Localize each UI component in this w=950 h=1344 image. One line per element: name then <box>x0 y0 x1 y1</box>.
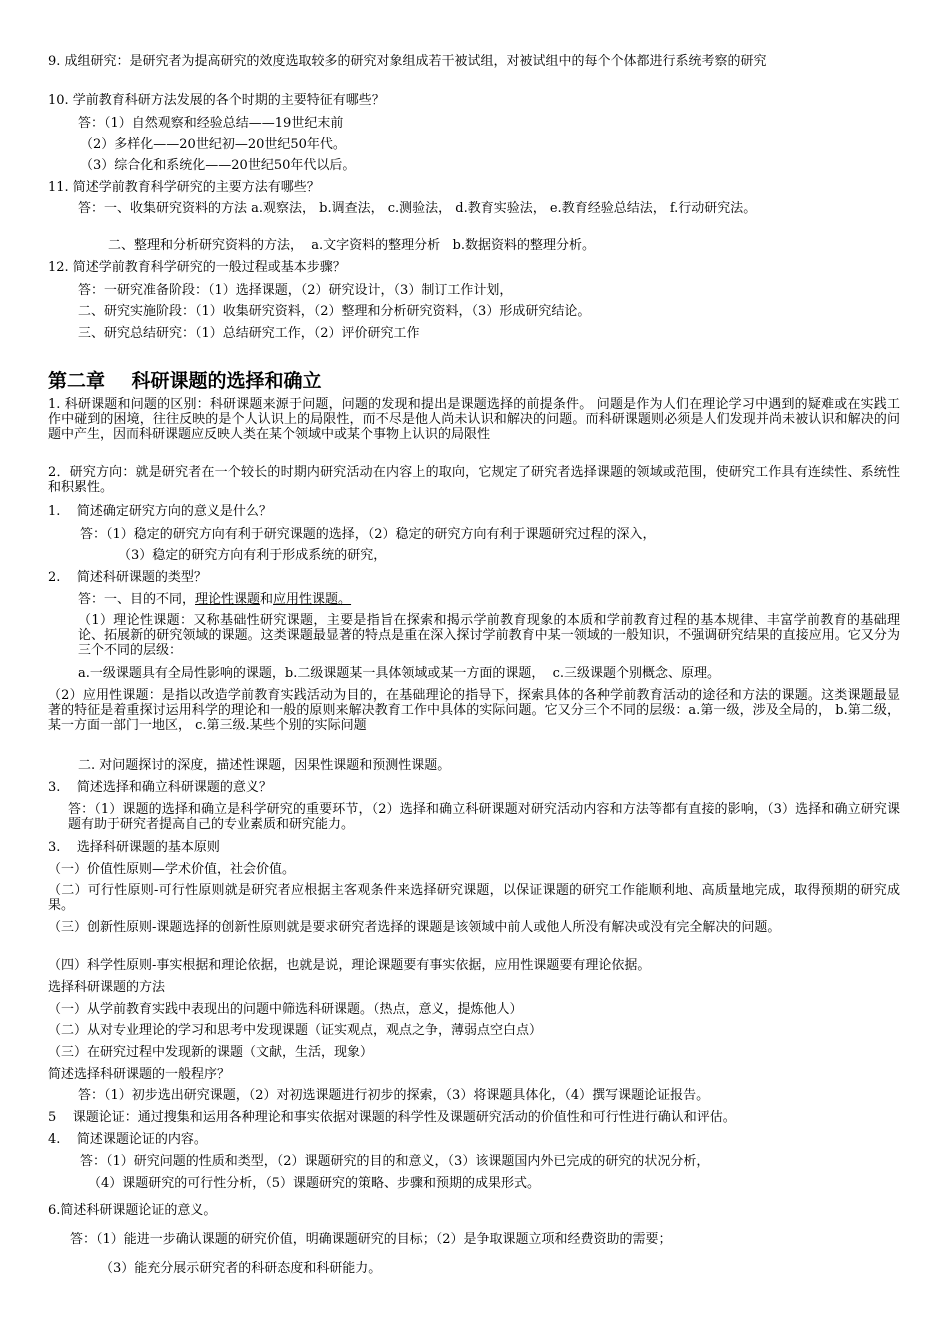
item-9: 9. 成组研究：是研究者为提高研究的效度选取较多的研究对象组成若干被试组，对被试组中的每个个体都进行系统考察的研究 <box>48 54 767 69</box>
section-3-answer-1: 答：（1）稳定的研究方向有利于研究课题的选择，（2）稳定的研究方向有利于课题研究过程的深入， <box>80 527 656 542</box>
depth-classification: 二. 对问题探讨的深度，描述性课题，因果性课题和预测性课题。 <box>78 758 451 773</box>
section-10-answer-1: 答：（1）研究问题的性质和类型，（2）课题研究的目的和意义，（3）该课题国内外已完成的研究的状况分析， <box>80 1154 710 1169</box>
item-10-answer-2: （2）多样化——20世纪初—20世纪50年代。 <box>80 137 346 152</box>
principle-innovation: （三）创新性原则-课题选择的创新性原则就是要求研究者选择的课题是该领域中前人或他人所没有解决或没有完全解决的问题。 <box>48 920 781 935</box>
principle-value: （一）价值性原则—学术价值，社会价值。 <box>48 862 296 877</box>
section-11-answer-2: （3）能充分展示研究者的科研态度和科研能力。 <box>100 1261 382 1276</box>
section-8-answer: 答：（1）初步选出研究课题，（2）对初选课题进行初步的探索，（3）将课题具体化，（4）撰写课题论证报告。 <box>78 1088 710 1103</box>
item-12-answer-3: 三、研究总结研究：（1）总结研究工作，（2）评价研究工作 <box>78 326 420 341</box>
item-12-question: 12. 简述学前教育科学研究的一般过程或基本步骤？ <box>48 260 346 275</box>
item-10-answer-1: 答：（1）自然观察和经验总结——19世纪末前 <box>78 116 344 131</box>
method-practice: （一）从学前教育实践中表现出的问题中筛选科研课题。（热点，意义，提炼他人） <box>48 1002 523 1017</box>
method-theory: （二）从对专业理论的学习和思考中发现课题（证实观点，观点之争，薄弱点空白点） <box>48 1023 543 1038</box>
section-11-question: 6.简述科研课题论证的意义。 <box>48 1203 217 1218</box>
item-10-question: 10. 学前教育科研方法发展的各个时期的主要特征有哪些？ <box>48 93 385 108</box>
item-11-answer-1: 答：一、收集研究资料的方法 a.观察法， b.调查法， c.测验法， d.教育实验法， e.教育经验总结法， f.行动研究法。 <box>78 201 757 216</box>
section-5-answer: 答：（1）课题的选择和确立是科学研究的重要环节，（2）选择和确立科研课题对研究活动内容和方法等都有直接的影响，（3）选择和确立研究课题有助于研究者提高自己的专业素质和研究能力。 <box>68 802 900 832</box>
section-5-question: 3. 简述选择和确立科研课题的意义？ <box>48 780 272 795</box>
section-10-answer-2: （4）课题研究的可行性分析，（5）课题研究的策略、步骤和预期的成果形式。 <box>88 1176 541 1191</box>
section-6-heading: 3. 选择科研课题的基本原则 <box>48 840 220 855</box>
theory-topic-text: （1）理论性课题：又称基础性研究课题，主要是指旨在探索和揭示学前教育现象的本质和学前教育过程的基本规律、丰富学前教育的基础理论、拓展新的研究领域的课题。这类课题最显著的特点是重在深入探讨学前教育中某一领域的一般知识，不强调研究结果的直接应用。它又分为三个不同的层级： <box>78 613 900 658</box>
answer-prefix: 答：一、目的不同， <box>78 592 196 607</box>
section-4-question: 2. 简述科研课题的类型？ <box>48 570 207 585</box>
item-11-question: 11. 简述学前教育科学研究的主要方法有哪些？ <box>48 180 320 195</box>
item-12-answer-2: 二、研究实施阶段：（1）收集研究资料，（2）整理和分析研究资料，（3）形成研究结论。 <box>78 304 591 319</box>
chapter-title: 第二章 科研课题的选择和确立 <box>48 370 322 392</box>
applied-topic-paragraph: （2）应用性课题：是指以改造学前教育实践活动为目的，在基础理论的指导下，探索具体的各种学前教育活动的途径和方法的课题。这类课题最显著的特征是着重探讨运用科学的理论和一般的原则来解决教育工作中具体的实际问题。它又分三个不同的层级：a.第一级，涉及全局的， b.第二级，某一方面一部门一地区， c.第三级.某些个别的实际问题 <box>48 688 900 733</box>
theory-topic-levels: a.一级课题具有全局性影响的课题，b.二级课题某一具体领域或某一方面的课题， c.三级课题个别概念、原理。 <box>78 666 721 681</box>
section-7-heading: 选择科研课题的方法 <box>48 980 166 995</box>
section-2-definition: 2．研究方向：就是研究者在一个较长的时期内研究活动在内容上的取向，它规定了研究者选择课题的领域或范围，使研究工作具有连续性、系统性和积累性。 <box>48 465 900 495</box>
section-3-question: 1. 简述确定研究方向的意义是什么？ <box>48 504 272 519</box>
item-12-answer-1: 答：一研究准备阶段：（1）选择课题，（2）研究设计，（3）制订工作计划， <box>78 283 513 298</box>
applied-topic-term: 应用性课题。 <box>273 592 352 607</box>
theory-topic-term: 理论性课题 <box>195 592 261 607</box>
section-10-question: 4. 简述课题论证的内容。 <box>48 1132 207 1147</box>
section-3-answer-2: （3）稳定的研究方向有利于形成系统的研究， <box>118 548 387 563</box>
item-11-answer-2: 二、整理和分析研究资料的方法， a.文字资料的整理分析 b.数据资料的整理分析。 <box>108 238 595 253</box>
principle-scientific: （四）科学性原则-事实根据和理论依据，也就是说，理论课题要有事实依据，应用性课题要有理论依据。 <box>48 958 651 973</box>
section-4-answer-heading <box>78 592 351 607</box>
item-10-answer-3: （3）综合化和系统化——20世纪50年代以后。 <box>80 158 356 173</box>
topic-argument-definition: 5 课题论证：通过搜集和运用各种理论和事实依据对课题的科学性及课题研究活动的价值性和可行性进行确认和评估。 <box>48 1110 736 1125</box>
section-8-question: 简述选择科研课题的一般程序？ <box>48 1067 231 1082</box>
section-11-answer-1: 答：（1）能进一步确认课题的研究价值，明确课题研究的目标；（2）是争取课题立项和经费资助的需要； <box>70 1232 672 1247</box>
principle-feasibility: （二）可行性原则-可行性原则就是研究者应根据主客观条件来选择研究课题，以保证课题的研究工作能顺利地、高质量地完成，取得预期的研究成果。 <box>48 883 900 913</box>
method-research: （三）在研究过程中发现新的课题（文献，生活，现象） <box>48 1045 374 1060</box>
theory-topic-paragraph <box>48 613 900 658</box>
section-1-definition: 1. 科研课题和问题的区别：科研课题来源于问题，问题的发现和提出是课题选择的前提条件。 问题是作为人们在理论学习中遇到的疑难或在实践工作中碰到的困境，往往反映的是个人认识上的局限性，而不尽是他人尚未认识和解决的问题。而科研课题则必须是人们发现并尚未被认识和解决的问题中产生，因而科研课题应反映人类在某个领域中或某个事物上认识的局限性 <box>48 397 900 442</box>
and-connector: 和 <box>260 592 274 607</box>
